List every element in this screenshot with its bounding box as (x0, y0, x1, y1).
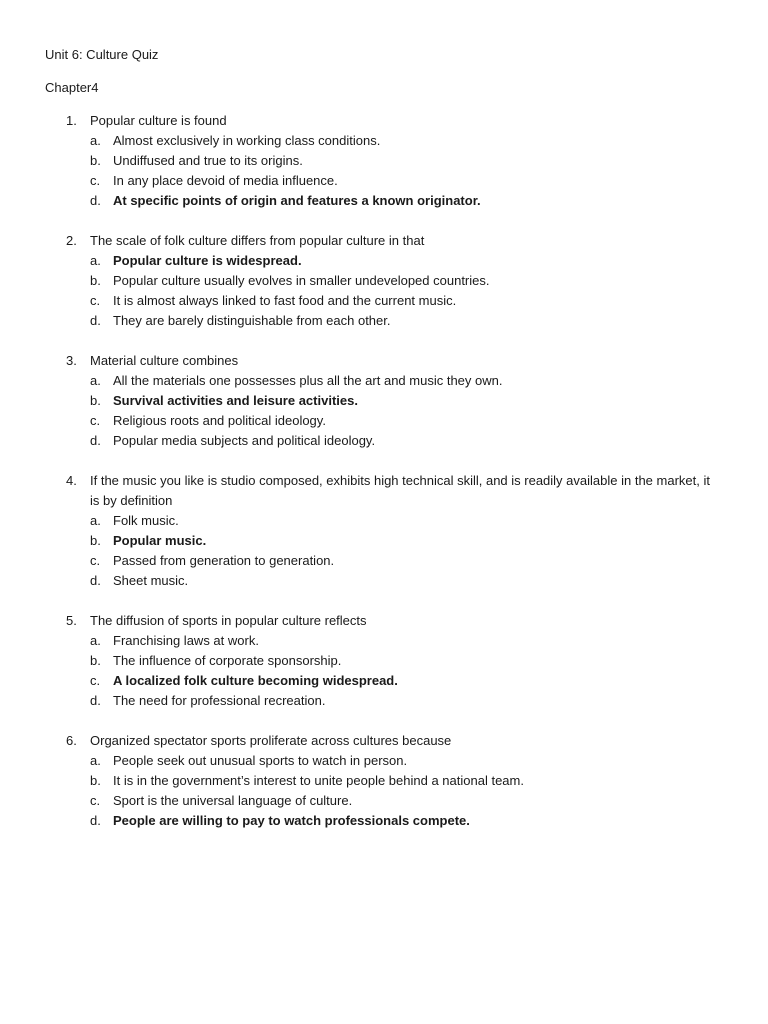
answer-option (0, 431, 768, 451)
option-text: It is almost always linked to fast food and the current music. (113, 293, 457, 308)
option-letter: d. (90, 813, 101, 828)
option-letter: d. (90, 433, 101, 448)
correct-answer-text: Survival activities and leisure activities. (113, 393, 358, 408)
answer-option (0, 411, 768, 431)
option-text: In any place devoid of media influence. (113, 173, 338, 188)
answer-option (0, 191, 768, 211)
question-text: Material culture combines (90, 353, 239, 368)
question-text: The diffusion of sports in popular culture reflects (90, 613, 367, 628)
option-text: All the materials one possesses plus all the art and music they own. (113, 373, 503, 388)
option-text: Religious roots and political ideology. (113, 413, 326, 428)
correct-answer-text: Popular music. (113, 533, 207, 548)
option-text: The need for professional recreation. (113, 693, 326, 708)
option-text: Almost exclusively in working class conditions. (113, 133, 381, 148)
answer-option (0, 251, 768, 271)
option-letter: d. (90, 313, 101, 328)
option-letter: c. (90, 553, 101, 568)
option-letter: a. (90, 513, 101, 528)
chapter-heading: Chapter4 (45, 80, 99, 95)
document-title: Unit 6: Culture Quiz (45, 47, 159, 62)
answer-option (0, 531, 768, 551)
question-number: 6. (66, 733, 77, 748)
option-letter: a. (90, 753, 101, 768)
option-text: Popular media subjects and political ideology. (113, 433, 376, 448)
option-letter: c. (90, 413, 101, 428)
option-letter: a. (90, 373, 101, 388)
option-letter: d. (90, 693, 101, 708)
correct-answer-text: At specific points of origin and features a known originator. (113, 193, 481, 208)
question-number: 2. (66, 233, 77, 248)
option-text: Sheet music. (113, 573, 189, 588)
answer-option (0, 771, 768, 791)
answer-option (0, 811, 768, 831)
answer-option (0, 651, 768, 671)
answer-option (0, 631, 768, 651)
option-letter: b. (90, 773, 101, 788)
option-letter: c. (90, 293, 101, 308)
option-letter: b. (90, 653, 101, 668)
answer-option (0, 151, 768, 171)
answer-option (0, 551, 768, 571)
option-text: People seek out unusual sports to watch in person. (113, 753, 408, 768)
option-text: It is in the government’s interest to unite people behind a national team. (113, 773, 524, 788)
correct-answer-text: People are willing to pay to watch professionals compete. (113, 813, 470, 828)
option-text: They are barely distinguishable from each other. (113, 313, 391, 328)
option-letter: d. (90, 573, 101, 588)
question-number: 5. (66, 613, 77, 628)
option-letter: b. (90, 533, 101, 548)
question-number: 4. (66, 473, 77, 488)
option-letter: c. (90, 173, 101, 188)
option-letter: a. (90, 253, 101, 268)
answer-option (0, 371, 768, 391)
option-text: Folk music. (113, 513, 179, 528)
option-letter: b. (90, 393, 101, 408)
answer-option (0, 311, 768, 331)
answer-option (0, 391, 768, 411)
answer-option (0, 791, 768, 811)
question-number: 1. (66, 113, 77, 128)
answer-option (0, 271, 768, 291)
question-number: 3. (66, 353, 77, 368)
option-letter: c. (90, 793, 101, 808)
answer-option (0, 171, 768, 191)
answer-option (0, 291, 768, 311)
option-text: Undiffused and true to its origins. (113, 153, 303, 168)
option-letter: b. (90, 153, 101, 168)
question-text: Popular culture is found (90, 113, 227, 128)
answer-option (0, 671, 768, 691)
answer-option (0, 511, 768, 531)
option-letter: c. (90, 673, 101, 688)
option-letter: d. (90, 193, 101, 208)
question-text: The scale of folk culture differs from popular culture in that (90, 233, 425, 248)
correct-answer-text: A localized folk culture becoming widespread. (113, 673, 398, 688)
correct-answer-text: Popular culture is widespread. (113, 253, 302, 268)
option-text: Sport is the universal language of culture. (113, 793, 353, 808)
answer-option (0, 571, 768, 591)
answer-option (0, 751, 768, 771)
option-letter: b. (90, 273, 101, 288)
answer-option (0, 131, 768, 151)
answer-option (0, 691, 768, 711)
option-text: The influence of corporate sponsorship. (113, 653, 342, 668)
question-text: If the music you like is studio composed, exhibits high technical skill, and is readily available in the market, it is by definition (90, 473, 710, 508)
option-text: Popular culture usually evolves in smaller undeveloped countries. (113, 273, 490, 288)
option-letter: a. (90, 633, 101, 648)
option-text: Passed from generation to generation. (113, 553, 335, 568)
question-text: Organized spectator sports proliferate across cultures because (90, 733, 452, 748)
option-text: Franchising laws at work. (113, 633, 259, 648)
option-letter: a. (90, 133, 101, 148)
